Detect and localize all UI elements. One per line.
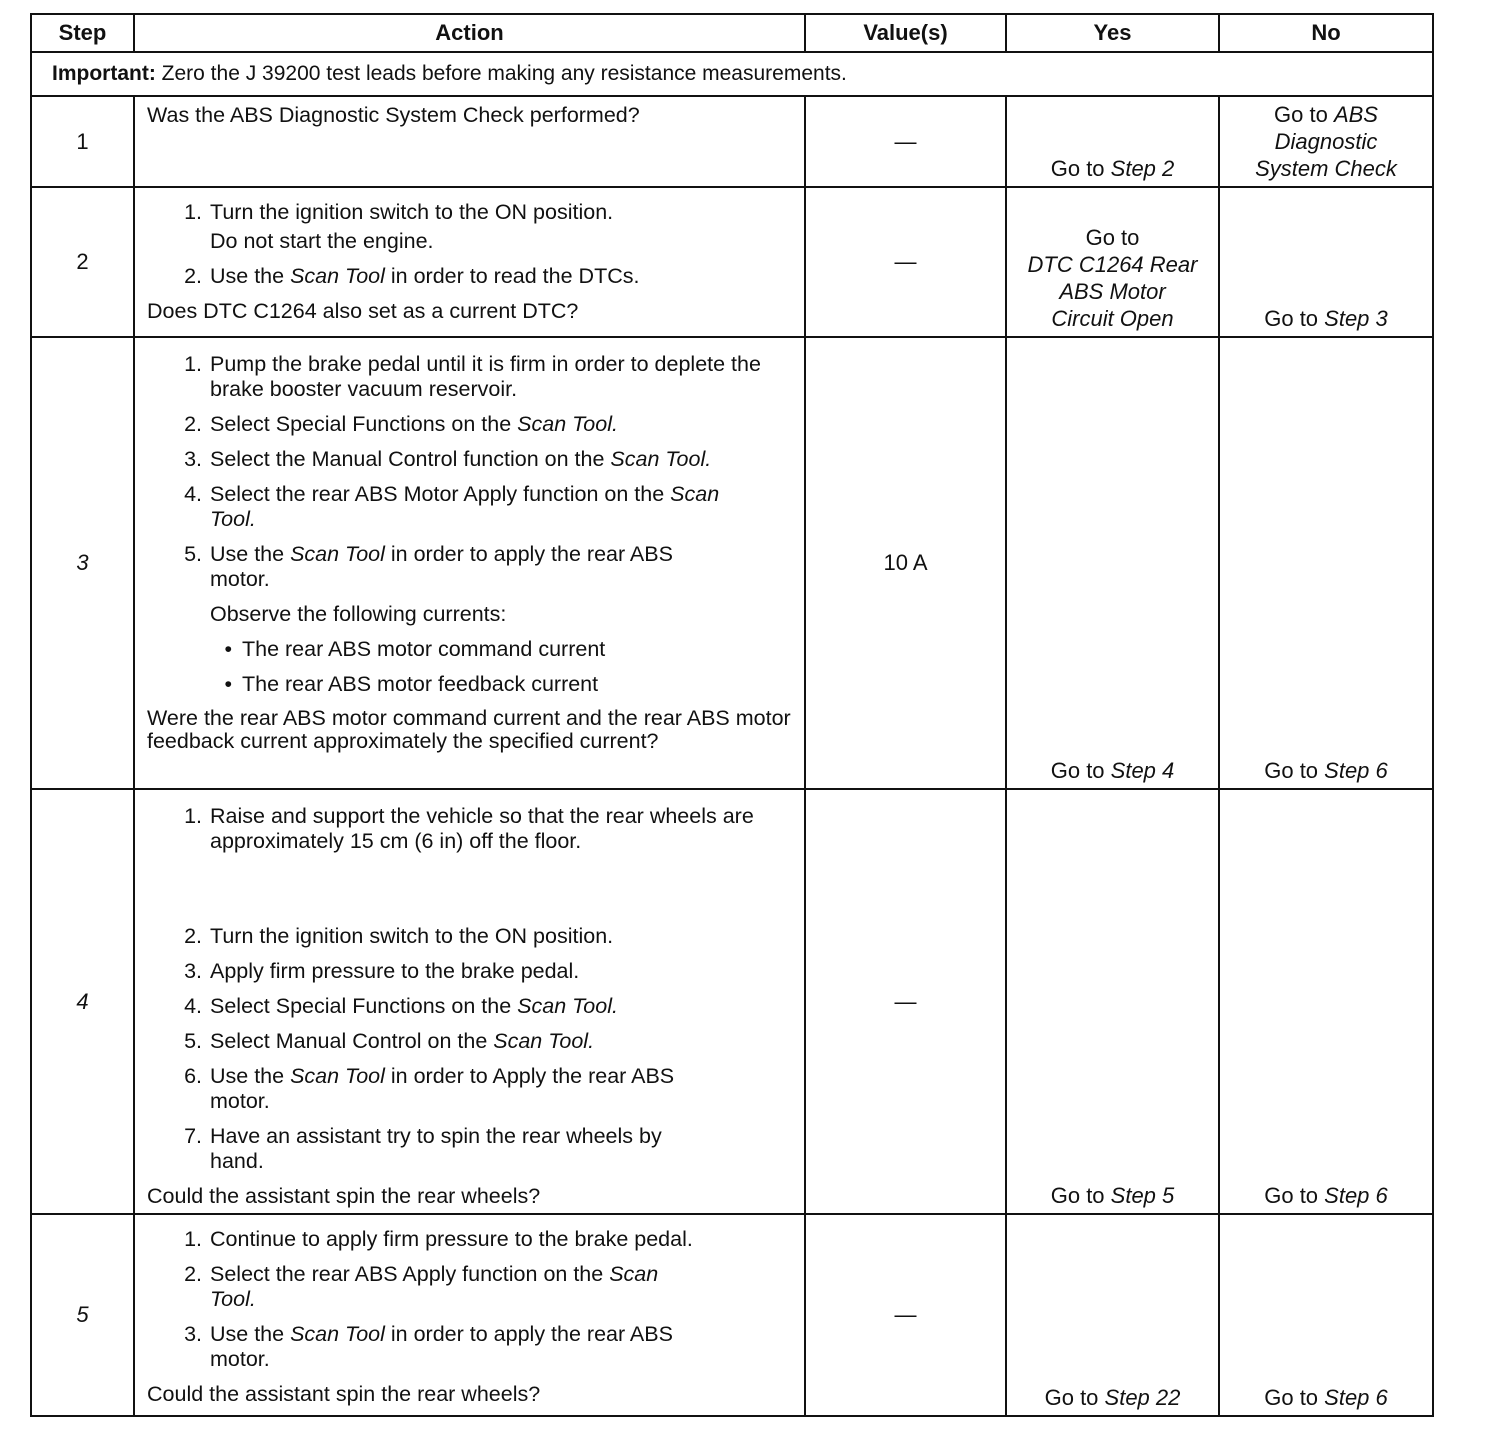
item-text: Select Special Functions on the Scan Tool. <box>210 412 618 436</box>
no-target-2: Diagnostic <box>1274 129 1378 154</box>
action-list <box>147 924 796 1174</box>
list-item <box>147 1029 796 1054</box>
list-item <box>147 200 796 225</box>
no-prefix: Go to <box>1264 1183 1325 1208</box>
no-prefix: Go to <box>1274 102 1334 127</box>
important-note <box>31 52 1433 96</box>
value-cell: — <box>805 187 1006 337</box>
bullet-list <box>147 637 796 697</box>
item-number: 2. <box>184 1262 202 1286</box>
item-number: 2. <box>184 264 202 288</box>
table-row <box>31 337 1433 789</box>
list-item <box>147 1322 796 1372</box>
item-number: 3. <box>184 1322 202 1346</box>
item-number: 4. <box>184 994 202 1018</box>
action-list <box>147 1227 796 1372</box>
step-number: 3 <box>31 337 134 789</box>
yes-target: Step 5 <box>1110 1183 1175 1208</box>
item-number: 7. <box>184 1124 202 1148</box>
step-number: 4 <box>31 789 134 1214</box>
item-number: 6. <box>184 1064 202 1088</box>
item-number: 2. <box>184 924 202 948</box>
action-list <box>147 200 796 225</box>
table-row <box>31 187 1433 337</box>
yes-cell <box>1006 187 1219 337</box>
bullet-text: The rear ABS motor command current <box>242 637 606 661</box>
item-number: 1. <box>184 352 202 376</box>
item-text: Turn the ignition switch to the ON position. <box>210 924 614 948</box>
list-item <box>147 1262 796 1312</box>
list-item <box>147 542 796 592</box>
list-item <box>147 1227 796 1252</box>
yes-cell <box>1006 337 1219 789</box>
no-cell <box>1219 96 1433 187</box>
yes-cell <box>1006 96 1219 187</box>
item-text: Use the Scan Tool in order to read the DTCs. <box>210 264 640 288</box>
item-number: 1. <box>184 200 202 224</box>
item-text: Select the rear ABS Motor Apply function on the Scan Tool. <box>210 482 720 531</box>
item-text: Use the Scan Tool in order to apply the rear ABS motor. <box>210 542 673 591</box>
header-step: Step <box>31 14 134 52</box>
header-yes: Yes <box>1006 14 1219 52</box>
yes-prefix: Go to <box>1050 758 1111 783</box>
yes-cell <box>1006 1214 1219 1416</box>
yes-target-2: ABS Motor <box>1059 279 1166 304</box>
list-item <box>147 1064 796 1114</box>
item-text: Select the rear ABS Apply function on the Scan Tool. <box>210 1262 659 1311</box>
important-row <box>31 52 1433 96</box>
list-item <box>147 924 796 949</box>
action-list <box>147 804 796 854</box>
no-prefix: Go to <box>1264 758 1325 783</box>
list-item <box>147 447 796 472</box>
header-no: No <box>1219 14 1433 52</box>
question: Were the rear ABS motor command current and the rear ABS motor feedback current approximately the specified current? <box>147 706 791 753</box>
no-target-1: ABS <box>1333 102 1378 127</box>
item-text: Have an assistant try to spin the rear wheels by hand. <box>210 1124 662 1173</box>
step-number: 5 <box>31 1214 134 1416</box>
item-number: 3. <box>184 959 202 983</box>
no-prefix: Go to <box>1264 306 1325 331</box>
sub-note: Do not start the engine. <box>210 229 434 253</box>
item-text: Turn the ignition switch to the ON position. <box>210 200 614 224</box>
step-number: 2 <box>31 187 134 337</box>
no-target: Step 6 <box>1324 1385 1388 1410</box>
no-target: Step 6 <box>1324 1183 1388 1208</box>
list-item <box>147 1124 796 1174</box>
item-text: Pump the brake pedal until it is firm in order to deplete the brake booster vacuum reservoir. <box>210 352 761 401</box>
item-text: Continue to apply firm pressure to the brake pedal. <box>210 1227 693 1251</box>
item-number: 5. <box>184 1029 202 1053</box>
question: Does DTC C1264 also set as a current DTC? <box>147 299 579 323</box>
yes-cell <box>1006 789 1219 1214</box>
value-cell: — <box>805 1214 1006 1416</box>
item-text: Use the Scan Tool in order to apply the rear ABS motor. <box>210 1322 673 1371</box>
no-cell <box>1219 187 1433 337</box>
item-number: 4. <box>184 482 202 506</box>
table-row <box>31 1214 1433 1416</box>
item-number: 1. <box>184 1227 202 1251</box>
action-cell <box>134 1214 805 1416</box>
no-cell <box>1219 789 1433 1214</box>
question: Could the assistant spin the rear wheels? <box>147 1382 541 1406</box>
table-row <box>31 96 1433 187</box>
list-item <box>147 804 796 854</box>
value-cell: — <box>805 789 1006 1214</box>
important-label: Important: <box>52 62 156 85</box>
header-action: Action <box>134 14 805 52</box>
item-number: 2. <box>184 412 202 436</box>
yes-prefix: Go to <box>1085 225 1140 250</box>
item-text: Use the Scan Tool in order to Apply the rear ABS motor. <box>210 1064 675 1113</box>
question: Could the assistant spin the rear wheels? <box>147 1184 541 1208</box>
diagnostic-table <box>30 13 1434 1417</box>
item-number: 1. <box>184 804 202 828</box>
action-list <box>147 352 796 592</box>
yes-target: Step 22 <box>1104 1385 1181 1410</box>
list-item <box>147 352 796 402</box>
no-target-3: System Check <box>1255 156 1397 181</box>
bullet-icon: • <box>224 672 232 696</box>
list-item <box>147 264 796 289</box>
value-cell: — <box>805 96 1006 187</box>
bullet-text: The rear ABS motor feedback current <box>242 672 599 696</box>
step-number: 1 <box>31 96 134 187</box>
bullet-item <box>147 672 796 697</box>
header-row <box>31 14 1433 52</box>
list-item <box>147 959 796 984</box>
item-text: Select Manual Control on the Scan Tool. <box>210 1029 595 1053</box>
action-cell <box>134 337 805 789</box>
question: Was the ABS Diagnostic System Check performed? <box>147 103 640 127</box>
item-text: Apply firm pressure to the brake pedal. <box>210 959 580 983</box>
value-cell: 10 A <box>805 337 1006 789</box>
table-row <box>31 789 1433 1214</box>
action-cell <box>134 187 805 337</box>
bullet-item <box>147 637 796 662</box>
observe-note: Observe the following currents: <box>210 602 507 626</box>
bullet-icon: • <box>224 637 232 661</box>
action-cell <box>134 96 805 187</box>
no-target: Step 6 <box>1324 758 1388 783</box>
list-item <box>147 482 796 532</box>
no-target: Step 3 <box>1324 306 1388 331</box>
no-cell <box>1219 337 1433 789</box>
item-text: Select Special Functions on the Scan Tool. <box>210 994 618 1018</box>
yes-prefix: Go to <box>1050 1183 1111 1208</box>
important-text: Zero the J 39200 test leads before making any resistance measurements. <box>155 62 847 85</box>
list-item <box>147 412 796 437</box>
header-values: Value(s) <box>805 14 1006 52</box>
action-cell <box>134 789 805 1214</box>
item-number: 3. <box>184 447 202 471</box>
no-prefix: Go to <box>1264 1385 1325 1410</box>
yes-target-3: Circuit Open <box>1051 306 1174 331</box>
action-list <box>147 264 796 289</box>
no-cell <box>1219 1214 1433 1416</box>
yes-target: Step 2 <box>1110 156 1175 181</box>
yes-prefix: Go to <box>1050 156 1111 181</box>
item-text: Select the Manual Control function on the Scan Tool. <box>210 447 712 471</box>
yes-target: Step 4 <box>1110 758 1175 783</box>
list-item <box>147 994 796 1019</box>
item-number: 5. <box>184 542 202 566</box>
item-text: Raise and support the vehicle so that the rear wheels are approximately 15 cm (6 in) off the floor. <box>210 804 754 853</box>
yes-prefix: Go to <box>1044 1385 1105 1410</box>
yes-target-1: DTC C1264 Rear <box>1027 252 1198 277</box>
